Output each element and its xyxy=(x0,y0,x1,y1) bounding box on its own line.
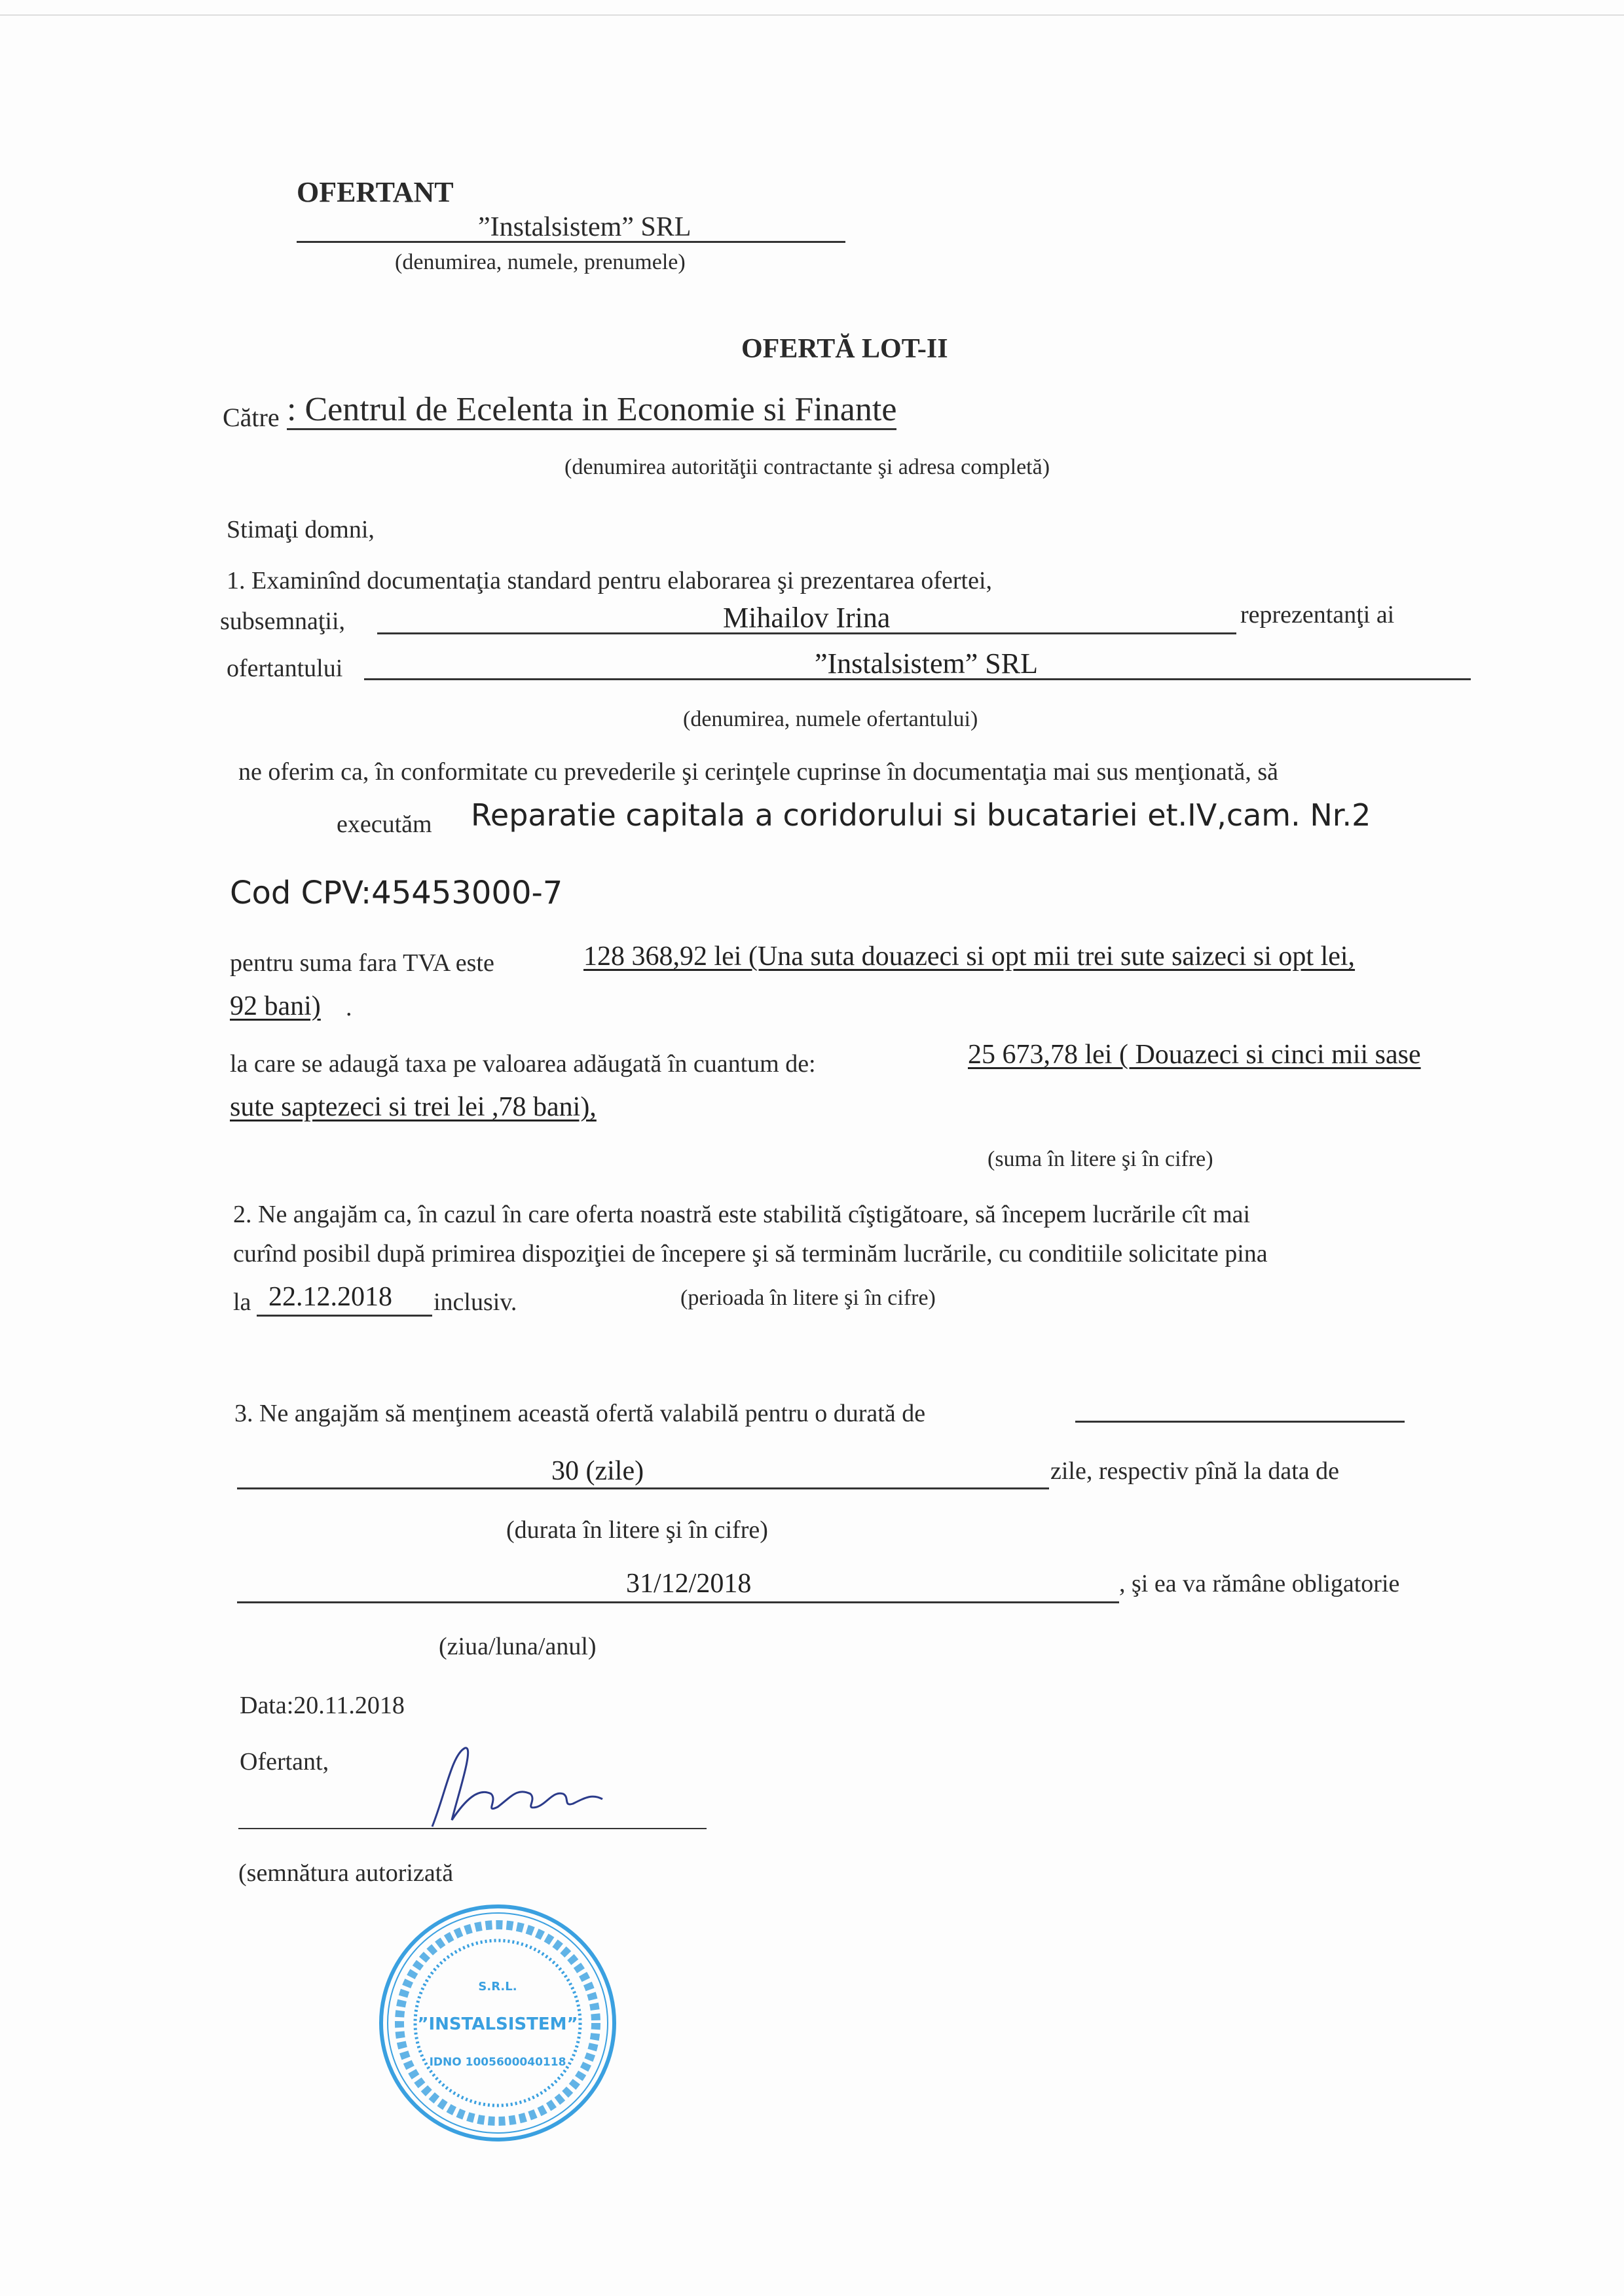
para3-line1: 3. Ne angajăm să menţinem această ofertă valabilă pentru o durată de xyxy=(234,1400,926,1427)
duration-line-top xyxy=(1075,1421,1405,1423)
scan-edge xyxy=(0,14,1624,16)
document-title: OFERTĂ LOT-II xyxy=(741,334,948,364)
zile-label: zile, respectiv pînă la data de xyxy=(1050,1457,1340,1485)
stamp-idno: IDNO 1005600040118 xyxy=(429,2056,566,2069)
recipient-caption: (denumirea autorităţii contractante şi adresa completă) xyxy=(564,455,1050,479)
ofertantului-label: ofertantului xyxy=(227,655,343,682)
date-caption: (ziua/luna/anul) xyxy=(439,1633,597,1660)
deadline-date: 22.12.2018 xyxy=(268,1282,392,1312)
bidder-caption: (denumirea, numele ofertantului) xyxy=(683,707,978,731)
duration-caption: (durata în litere şi în cifre) xyxy=(506,1516,768,1544)
vat-amount-line1: 25 673,78 lei ( Douazeci si cinci mii sase xyxy=(968,1040,1421,1070)
recipient-name: : Centrul de Ecelenta in Economie si Finante xyxy=(287,393,896,430)
deadline-line xyxy=(257,1315,432,1317)
obligatorie-text: , şi ea va rămâne obligatorie xyxy=(1119,1570,1400,1597)
vat-label: la care se adaugă taxa pe valoarea adăugată în cuantum de: xyxy=(230,1050,816,1078)
document-date: Data:20.11.2018 xyxy=(240,1692,405,1719)
executam-label: executăm xyxy=(337,811,432,838)
until-date: 31/12/2018 xyxy=(626,1569,752,1599)
vat-amount-line2: sute saptezeci si trei lei ,78 bani), xyxy=(230,1092,597,1122)
price-amount-line1: 128 368,92 lei (Una suta douazeci si opt mii trei sute saizeci si opt lei, xyxy=(583,941,1356,972)
para2-line2: curînd posibil după primirea dispoziţiei de începere şi să terminăm lucrările, cu conditiile solicitate pina xyxy=(233,1240,1268,1267)
para2-line1: 2. Ne angajăm ca, în cazul în care oferta noastră este stabilită cîştigătoare, să începem lucrările cît mai xyxy=(233,1201,1251,1228)
duration-value: 30 (zile) xyxy=(551,1456,644,1486)
subsemnatii-label: subsemnaţii, xyxy=(220,608,346,635)
duration-line xyxy=(237,1487,1049,1489)
price-amount-line2: 92 bani) xyxy=(230,991,321,1021)
until-line xyxy=(237,1601,1119,1603)
work-description: Reparatie capitala a coridorului si bucatariei et.IV,cam. Nr.2 xyxy=(471,797,1371,833)
handwritten-signature xyxy=(406,1735,616,1840)
greeting: Stimaţi domni, xyxy=(227,516,375,543)
ofertant-label: OFERTANT xyxy=(297,176,454,208)
price-end: . xyxy=(346,994,352,1021)
representative-name: Mihailov Irina xyxy=(723,602,891,634)
company-stamp xyxy=(373,1899,622,2147)
bidder-name: ”Instalsistem” SRL xyxy=(815,647,1038,680)
ofertant-sign-label: Ofertant, xyxy=(240,1748,329,1776)
stamp-srl: S.R.L. xyxy=(478,1980,517,1994)
ofertant-caption: (denumirea, numele, prenumele) xyxy=(395,250,686,274)
para2-la: la xyxy=(233,1288,251,1316)
reprezentanti-label: reprezentanţi ai xyxy=(1240,601,1395,629)
period-caption: (perioada în litere şi în cifre) xyxy=(680,1286,936,1310)
recipient-label: Către xyxy=(223,403,280,432)
price-label: pentru suma fara TVA este xyxy=(230,949,494,977)
cpv-code: Cod CPV:45453000-7 xyxy=(230,875,563,911)
signature-caption: (semnătura autorizată xyxy=(238,1859,454,1887)
sum-caption: (suma în litere şi în cifre) xyxy=(987,1147,1213,1171)
stamp-center: ”INSTALSISTEM” xyxy=(417,2014,578,2034)
offer-line: ne oferim ca, în conformitate cu prevederile şi cerinţele cuprinse în documentaţia mai sus menţionată, să xyxy=(238,758,1279,786)
para2-inclusiv: inclusiv. xyxy=(434,1288,517,1316)
ofertant-name: ”Instalsistem” SRL xyxy=(478,212,692,242)
para1-line1: 1. Examinînd documentaţia standard pentru elaborarea şi prezentarea ofertei, xyxy=(227,567,993,594)
